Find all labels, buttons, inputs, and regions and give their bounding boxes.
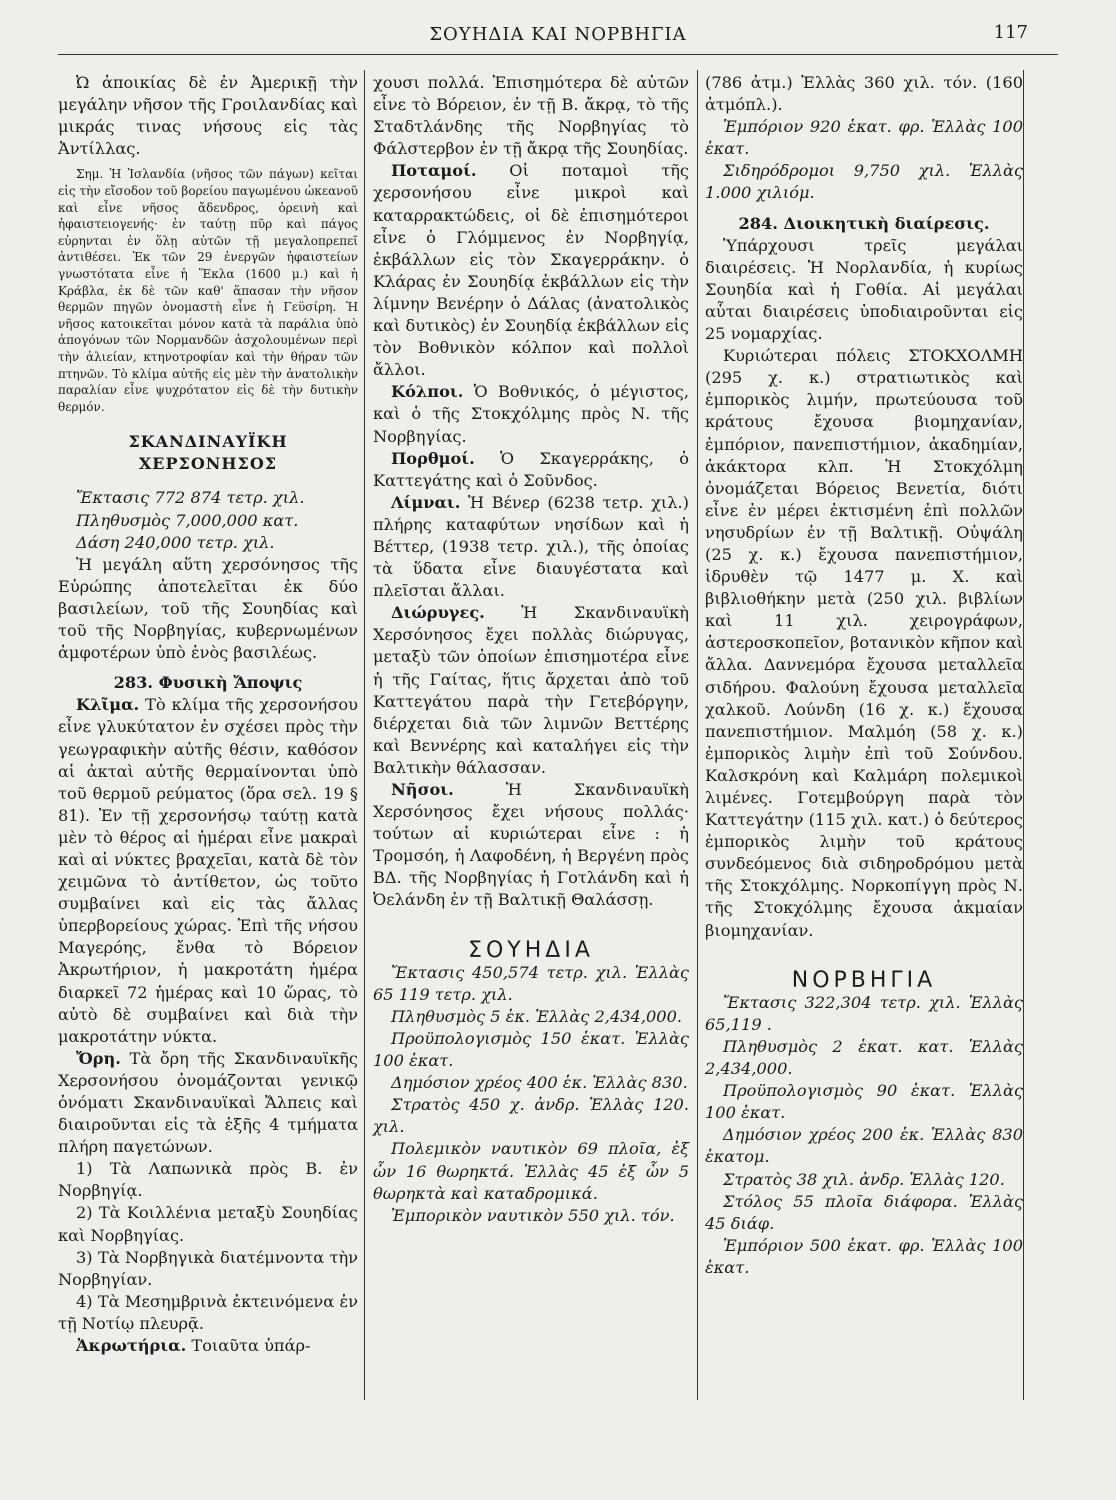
- column-divider: [364, 70, 365, 1400]
- straits-heading: Πορθμοί.: [391, 448, 475, 468]
- column-2: [373, 72, 689, 1227]
- climate-paragraph: [58, 694, 358, 1048]
- norway-budget: Προϋπολογισμὸς 90 ἑκατ. Ἑλλὰς 100 ἑκατ.: [705, 1081, 1023, 1123]
- canals-heading: Διώρυγες.: [391, 603, 485, 623]
- climate-heading: Κλῖμα.: [76, 695, 140, 715]
- sweden-merchant-continued: (786 ἀτμ.) Ἑλλὰς 360 χιλ. τόν. (160 ἀτμόπλ.).: [705, 73, 1023, 115]
- mountains-paragraph: [58, 1048, 358, 1158]
- peninsula-area: Ἔκτασις 772 874 τετρ. χιλ.: [76, 488, 305, 508]
- mountains-heading: Ὄρη.: [76, 1048, 121, 1068]
- admin-division-text: Ὑπάρχουσι τρεῖς μεγάλαι διαιρέσεις. Ἡ Νορλανδία, ἡ κυρίως Σουηδία καὶ ἡ Γοθία. Αἱ μεγάλαι αὗται διαιρέσεις ὑποδιαιροῦνται εἰς 25 νομαρχίας.: [705, 235, 1023, 344]
- capes-paragraph: [58, 1335, 358, 1357]
- mountains-text: Τὰ ὄρη τῆς Σκανδιναυϊκῆς Χερσονήσου ὀνομάζονται γενικῷ ὀνόματι Σκανδιναυϊκαὶ Ἄλπεις καὶ διαιροῦνται εἰς τὰ ἑξῆς 4 τμήματα πλήρη παγετώνων.: [58, 1048, 358, 1157]
- islands-text: Ἡ Σκανδιναυϊκὴ Χερσόνησος ἔχει νήσους πολλάς· τούτων αἱ κυριώτεραι εἶνε : ἡ Τρομσόη, ἡ Λαφοδένη, ἡ Βεργένη πρὸς ΒΔ. τῆς Νορβηγίας ἡ Γοτλάνδη καὶ ἡ Ὀελάνδη ἐν τῇ Βαλτικῇ Θαλάσσῃ.: [373, 780, 689, 910]
- norway-area: Ἔκτασις 322,304 τετρ. χιλ. Ἑλλὰς 65,119 .: [705, 992, 1023, 1034]
- peninsula-text: Ἡ μεγάλη αὕτη χερσόνησος τῆς Εὐρώπης ἀποτελεῖται ἐκ δύο βασιλείων, τοῦ τῆς Σουηδίας καὶ τοῦ τῆς Νορβηγίας, κυβερνωμένων ἀμφοτέρων ὑπὸ ἑνὸς βασιλέως.: [58, 554, 358, 663]
- iceland-note: Σημ. Ἡ Ἰσλανδία (νῆσος τῶν πάγων) κεῖται εἰς τὴν εἴσοδον τοῦ βορείου παγωμένου ὠκεανοῦ καὶ εἶνε νῆσος ἄδενδρος, ὀρεινὴ καὶ ἡφαιστειογενής· ἐν ταύτῃ πῦρ καὶ πάγος εὑρηνται ἐν ὅλῃ αὐτῶν τῇ μεγαλοπρεπεῖ ἀντιθέσει. Ἐκ τῶν 29 ἐνεργῶν ἡφαιστείων γνωστότατα εἶνε ἡ Ἕκλα (1600 μ.) καὶ ἡ Κράβλα, ἐκ δὲ τῶν καθ' ἅπασαν τὴν νῆσον θερμῶν πηγῶν ὀνομαστὴ εἶνε ἡ Γεϋσίρη. Ἡ νῆσος κατοικεῖται μόνον κατὰ τὰ παράλια ὑπὸ ἀπογόνων τῶν Νορμανδῶν ἀσχολουμένων περὶ τὴν ἁλιείαν, κτηνοτροφίαν καὶ τὴν θήραν τῶν πτηνῶν. Τὸ κλίμα αὐτῆς εἰς μὲν τὴν ἀνατολικὴν παραλίαν εἶνε ψυχρότατον εἰς δὲ τὴν δυτικὴν θερμόν.: [58, 167, 358, 414]
- column-divider: [1023, 70, 1024, 1400]
- norway-trade: Ἐμπόριον 500 ἑκατ. φρ. Ἑλλὰς 100 ἑκατ.: [705, 1235, 1023, 1277]
- sweden-title: ΣΟΥΗΔΙΑ: [468, 937, 594, 963]
- sweden-population: Πληθυσμὸς 5 ἑκ. Ἑλλὰς 2,434,000.: [391, 1006, 683, 1026]
- sweden-area: Ἔκτασις 450,574 τετρ. χιλ. Ἑλλὰς 65 119 τετρ. χιλ.: [373, 962, 689, 1004]
- climate-text: Τὸ κλίμα τῆς χερσονήσου εἶνε γλυκύτατον ἐν σχέσει πρὸς τὴν γεωγραφικὴν αὐτῆς θέσιν, καθόσον αἱ ἀκταὶ αὐτῆς θερμαίνονται ὑπὸ τοῦ θερμοῦ ρεύματος (ὅρα σελ. 19 § 81). Ἐν τῇ χερσονήσῳ ταύτῃ κατὰ μὲν τὸ θέρος αἱ ἡμέραι εἶνε μακραὶ καὶ αἱ νύκτες βραχεῖαι, κατὰ δὲ τὸν χειμῶνα τὸ ἀντίθετον, ὡς τοῦτο συμβαίνει καὶ εἰς τὰς ἄλλας ὑπερβορείους χώρας. Ἐπὶ τῆς νήσου Μαγερόης, ἔνθα τὸ Βόρειον Ἀκρωτήριον, ἡ μακροτάτη ἡμέρα διαρκεῖ 72 ἡμέρας καὶ 10 ὥρας, τὸ αὐτὸ δὲ συμβαίνει καὶ διὰ τὴν μακροτάτην νύκτα.: [58, 695, 358, 1046]
- canals-text: Ἡ Σκανδιναυϊκὴ Χερσόνησος ἔχει πολλὰς διώρυγας, μεταξὺ τῶν ὁποίων ἐπισημοτέρα εἶνε ἡ τῆς Γαίτας, ἥτις ἄρχεται ἀπὸ τοῦ Καττεγάτου παρὰ τὴν Γετεβόργην, διέρχεται διὰ τῶν λιμνῶν Βεττέρης καὶ Βεννέρης καὶ καταλήγει εἰς τὴν Βαλτικὴν θάλασσαν.: [373, 603, 689, 777]
- norway-title: ΝΟΡΒΗΓΙΑ: [791, 967, 937, 993]
- rivers-heading: Ποταμοί.: [391, 161, 477, 181]
- lakes-heading: Λίμναι.: [391, 492, 461, 512]
- intro-paragraph: Ὠ ἀποικίας δὲ ἐν Ἀμερικῇ τὴν μεγάλην νῆσον τῆς Γροιλανδίας καὶ μικράς τινας νήσους εἰς τὰς Ἀντίλλας.: [58, 73, 358, 159]
- sweden-army: Στρατὸς 450 χ. ἀνδρ. Ἑλλὰς 120. χιλ.: [373, 1095, 689, 1137]
- islands-heading: Νῆσοι.: [391, 780, 454, 799]
- lakes-text: Ἡ Βένερ (6238 τετρ. χιλ.) πλήρης καταφύτων νησίδων καὶ ἡ Βέττερ, (1938 τετρ. χιλ.), τῆς ὁποίας τὰ ὕδατα εἶνε διαυγέστατα καὶ πλεῖσται ἄλλαι.: [373, 492, 689, 601]
- gulfs-text: Ὁ Βοθνικός, ὁ μέγιστος, καὶ ὁ τῆς Στοκχόλμης πρὸς Ν. τῆς Νορβηγίας.: [373, 382, 689, 446]
- norway-navy: Στόλος 55 πλοῖα διάφορα. Ἑλλὰς 45 διάφ.: [705, 1191, 1023, 1233]
- islands-paragraph: [373, 779, 689, 912]
- range-item: 1) Τὰ Λαπωνικὰ πρὸς Β. ἐν Νορβηγίᾳ.: [58, 1159, 358, 1201]
- rivers-paragraph: [373, 160, 689, 381]
- norway-debt: Δημόσιον χρέος 200 ἑκ. Ἑλλὰς 830 ἑκατομ.: [705, 1125, 1023, 1167]
- canals-paragraph: [373, 602, 689, 779]
- running-title: ΣΟΥΗΔΙΑ ΚΑΙ ΝΟΡΒΗΓΙΑ: [429, 24, 687, 45]
- sweden-trade: Ἐμπόριον 920 ἑκατ. φρ. Ἑλλὰς 100 ἑκατ.: [705, 117, 1023, 159]
- section-284-heading: 284. Διοικητικὴ διαίρεσις.: [738, 213, 990, 233]
- gulfs-paragraph: [373, 381, 689, 447]
- sweden-navy: Πολεμικὸν ναυτικὸν 69 πλοῖα, ἐξ ὧν 16 θωρηκτά. Ἑλλὰς 45 ἐξ ὧν 5 θωρηκτὰ καὶ καταδρομικά.: [373, 1139, 689, 1203]
- straits-text: Ὁ Σκαγερράκης, ὁ Καττεγάτης καὶ ὁ Σοῦνδος.: [373, 448, 689, 490]
- straits-paragraph: [373, 448, 689, 492]
- sweden-budget: Προϋπολογισμὸς 150 ἑκατ. Ἑλλὰς 100 ἑκατ.: [373, 1028, 689, 1071]
- peninsula-title: ΣΚΑΝΔΙΝΑΥΪΚΗ ΧΕΡΣΟΝΗΣΟΣ: [128, 432, 288, 474]
- rivers-text: Οἱ ποταμοὶ τῆς χερσονήσου εἶνε μικροὶ καὶ καταρρακτώδεις, οἱ δὲ ἐπισημότεροι εἶνε ὁ Γλόμμενος ἐν Νορβηγίᾳ, ἐκβάλλων εἰς τὸν Σκαγερράκην. ὁ Κλάρας ἐν Σουηδίᾳ ἐκβάλλων εἰς τὴν λίμνην Βενέρην ὁ Δάλας (ἀνατολικὸς καὶ δυτικὸς) ἐν Σουηδίᾳ ἐκβάλλων εἰς τὸν Βοθνικὸν κόλπον καὶ πολλοὶ ἄλλοι.: [373, 161, 689, 380]
- peninsula-population: Πληθυσμὸς 7,000,000 κατ.: [76, 510, 299, 530]
- cities-text: Κυριώτεραι πόλεις ΣΤΟΚΧΟΛΜΗ (295 χ. κ.) στρατιωτικὸς καὶ ἐμπορικὸς λιμήν, πρωτεύουσα τοῦ κράτους ἔχουσα βιομηχανίαν, ἐμπόριον, πανεπιστήμιον, ἀκαδημίαν, ἀκάκτορα κλπ. Ἡ Στοκχόλμη ὀνομάζεται Βόρειος Βενετία, διότι εἶνε ἐν μέρει ἐκτισμένη ἐπὶ πολλῶν νησυδρίων ἐν τῇ Βαλτικῇ. Οὐψάλη (25 χ. κ.) ἔχουσα πανεπιστήμιον, ἱδρυθὲν τῷ 1477 μ. Χ. καὶ βιβλιοθήκην μετὰ (250 χιλ. βιβλίων καὶ 11 χιλ. χειρογράφων, ἀστεροσκοπεῖον, βοτανικὸν κῆπον καὶ ἄλλα. Δαννεμόρα ἔχουσα μεταλλεῖα σιδήρου. Φαλούνη ἔχουσα μεταλλεῖα χαλκοῦ. Λούνδη (16 χ. κ.) ἔχουσα πανεπιστήμιον. Μαλμόη (58 χ. κ.) ἐμπορικὸς λιμὴν ἐπὶ τοῦ Σούνδου. Καλσκρόνη καὶ Καλμάρη πολεμικοὶ λιμένες. Γοτεμβούργη παρὰ τὸν Καττεγάτην (115 χιλ. κατ.) ὁ δεύτερος ἐμπορικὸς λιμὴν τοῦ κράτους συνδεόμενος διὰ σιδηροδρόμου μετὰ τῆς Στοκχόλμης. Νορκοπίγγη πρὸς Ν. τῆς Στοκχόλμης ἔχουσα ἀκμαίαν βιομηχανίαν.: [705, 346, 1023, 940]
- capes-text: Τοιαῦτα ὑπάρ-: [191, 1336, 311, 1356]
- header-rule: [58, 54, 1058, 55]
- sweden-debt: Δημόσιον χρέος 400 ἑκ. Ἑλλὰς 830.: [391, 1073, 688, 1093]
- peninsula-forests: Δάση 240,000 τετρ. χιλ.: [76, 532, 275, 552]
- range-item: 2) Τὰ Κοιλλένια μεταξὺ Σουηδίας καὶ Νορβηγίας.: [58, 1203, 358, 1245]
- sweden-merchant-navy: Ἐμπορικὸν ναυτικὸν 550 χιλ. τόν.: [391, 1205, 675, 1225]
- column-1: [58, 72, 358, 1357]
- page-number: 117: [993, 22, 1028, 43]
- page-header: [0, 18, 1116, 58]
- sweden-railways: Σιδηρόδρομοι 9,750 χιλ. Ἑλλὰς 1.000 χιλιόμ.: [705, 161, 1023, 203]
- capes-heading: Ἀκρωτήρια.: [76, 1336, 187, 1356]
- section-283-heading: 283. Φυσικὴ Ἄποψις: [113, 673, 303, 693]
- gulfs-heading: Κόλποι.: [391, 382, 464, 402]
- range-item: 4) Τὰ Μεσημβρινὰ ἐκτεινόμενα ἐν τῇ Νοτίῳ πλευρᾷ.: [58, 1291, 358, 1333]
- range-item: 3) Τὰ Νορβηγικὰ διατέμνοντα τὴν Νορβηγίαν.: [58, 1247, 358, 1289]
- capes-continued: χουσι πολλά. Ἐπισημότερα δὲ αὐτῶν εἶνε τὸ Βόρειον, ἐν τῇ Β. ἄκρᾳ, τὸ τῆς Σταδτλάνδης τῆς Νορβηγίας τὸ Φάλστερβον ἐν τῇ ἄκρᾳ τῆς Σουηδίας.: [373, 73, 689, 159]
- norway-army: Στρατὸς 38 χιλ. ἀνδρ. Ἑλλὰς 120.: [723, 1169, 1005, 1189]
- column-divider: [697, 70, 698, 1400]
- lakes-paragraph: [373, 492, 689, 602]
- norway-population: Πληθυσμὸς 2 ἑκατ. κατ. Ἑλλὰς 2,434,000.: [705, 1036, 1023, 1079]
- column-3: [705, 72, 1023, 1279]
